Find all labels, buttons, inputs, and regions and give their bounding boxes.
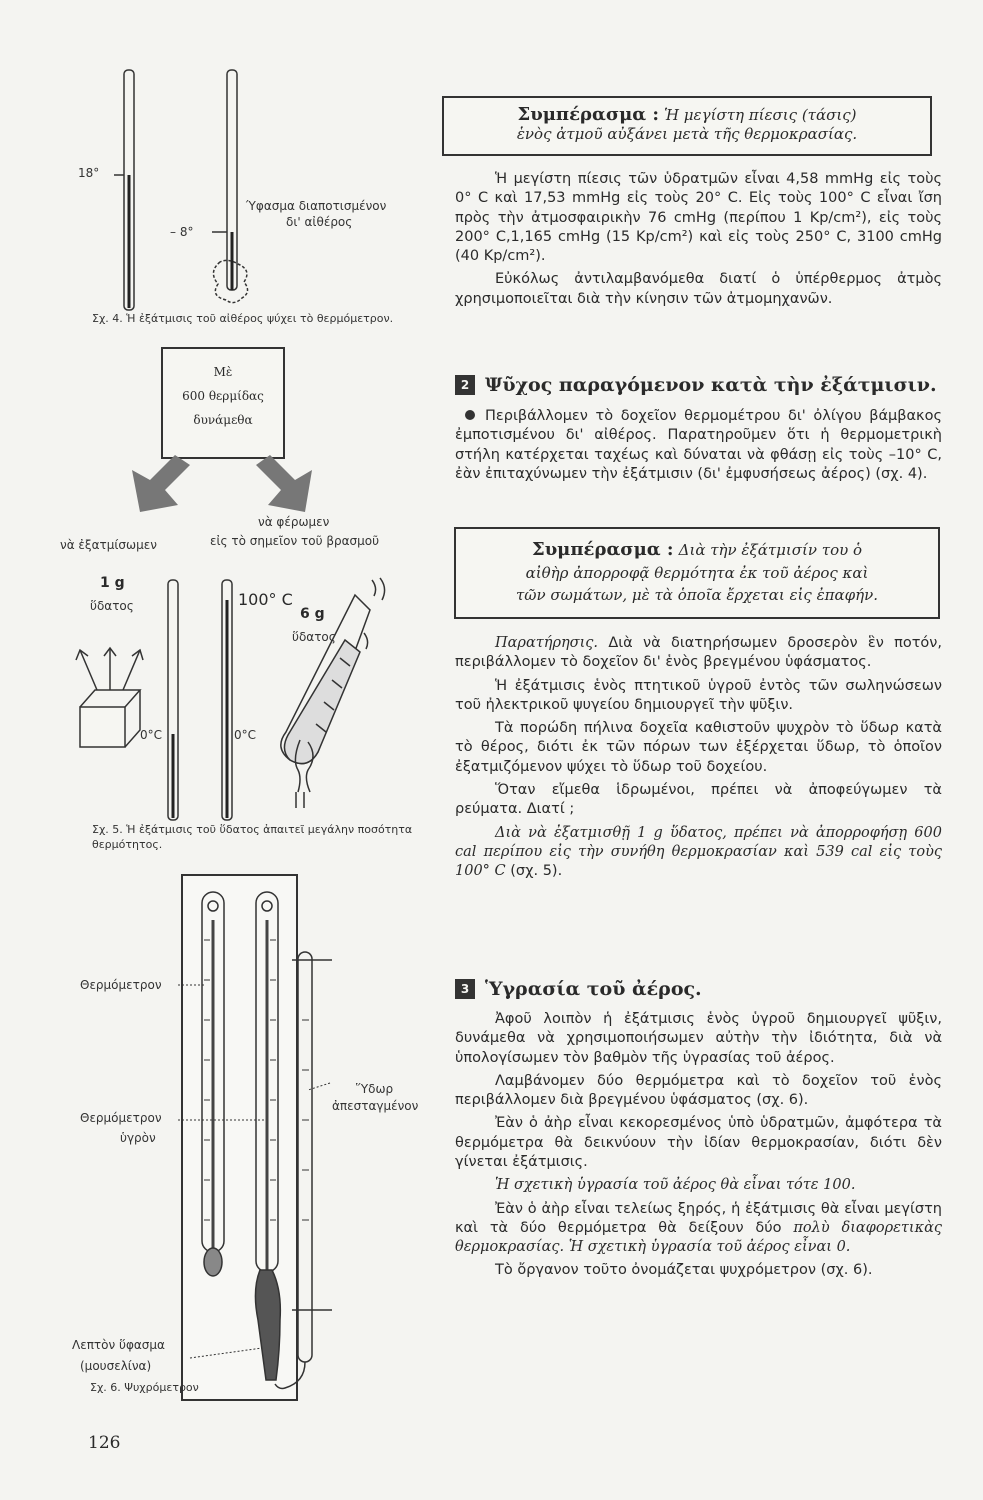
section1-text <box>455 170 942 313</box>
paragraph-remark <box>455 634 942 673</box>
fig4-thermometers <box>114 70 248 310</box>
conclusion-2-text-1: Διὰ τὴν ἐξάτμισίν του ὁ <box>678 541 863 559</box>
paragraph-two-thermometers: Λαμβάνομεν δύο θερμόμετρα καὶ τὸ δοχεῖον τοῦ ἑνὸς περιβάλλομεν διὰ βρεγμένου ὑφάσματος (σχ. 6). <box>455 1072 942 1109</box>
conclusion-2-title: Συμπέρασμα : <box>531 539 674 560</box>
paragraph-saturated: Ἐὰν ὁ ἀὴρ εἶναι κεκορεσμένος ὑπὸ ὑδρατμῶν, ἀμφότερα τὰ θερμόμετρα θὰ δεικνύουν τὴν ἰδίαν θερμοκρασίαν, διότι δὲν γίνεται ἐξάτμισις. <box>455 1115 942 1170</box>
section3-title: Ὑγρασία τοῦ ἀέρος. <box>485 978 702 1000</box>
fig6-thermo-wet-1: Θερμόμετρον <box>80 1111 162 1125</box>
fig5-caption: Σχ. 5. Ἡ ἐξάτμισις τοῦ ὕδατος ἀπαιτεῖ μεγάλην ποσότητα θερμότητος. <box>92 823 413 851</box>
paragraph-superheated: Εὐκόλως ἀντιλαμβανόμεθα διατί ὁ ὑπέρθερμος ἀτμὸς χρησιμοποιεῖται διὰ τὴν κίνησιν τῶν ἀτμομηχανῶν. <box>455 271 942 307</box>
paragraph-humidity-intro: Ἀφοῦ λοιπὸν ἡ ἐξάτμισις ἑνὸς ὑγροῦ δημιουργεῖ ψῦξιν, δυνάμεθα νὰ χρησιμοποιήσωμεν αὐτὴν τὴν ἰδιότητα, διὰ νὰ ὑπολογίσωμεν τὸν βαθμὸν τῆς ὑγρασίας τοῦ ἀέρος. <box>455 1011 942 1066</box>
fig5-apparatus <box>76 578 385 820</box>
dry-air-em: πολὺ διαφορετικὰς θερμοκρασίας. Ἡ σχετικὴ ὑγρασία τοῦ ἀέρος εἶναι 0. <box>455 1219 942 1256</box>
section2-heading <box>455 374 942 396</box>
fig4-label-fabric: Ύφασμα διαποτισμένον <box>246 199 387 213</box>
evaporation-heat-ref: (σχ. 5). <box>510 863 563 880</box>
fig6-fabric-2: (μουσελίνα) <box>80 1359 152 1373</box>
paragraph-sweat: Ὅταν εἴμεθα ἱδρωμένοι, πρέπει νὰ ἀποφεύγωμεν τὰ ρεύματα. Διατί ; <box>455 781 942 818</box>
fig6-thermo-wet-2: ὑγρὸν <box>120 1131 156 1145</box>
fig5-box-text <box>162 360 284 432</box>
fig6-psychrometer <box>178 875 332 1400</box>
paragraph-evaporation-heat <box>455 824 942 882</box>
paragraph-fridge: Ἡ ἐξάτμισις ἑνὸς πτητικοῦ ὑγροῦ ἐντὸς τῶν σωληνώσεων τοῦ ἠλεκτρικοῦ ψυγείου δημιουργεῖ τὴν ψῦξιν. <box>455 677 942 713</box>
fig4-label-ether: δι' αἰθέρος <box>286 215 353 229</box>
conclusion-2-text-2: αἰθὴρ ἀπορροφᾷ θερμότητα ἐκ τοῦ ἀέρος καὶ <box>525 564 869 583</box>
fig4-caption: Σχ. 4. Ἡ ἐξάτμισις τοῦ αἰθέρος ψύχει τὸ θερμόμετρον. <box>92 312 394 325</box>
section2-title: Ψῦχος παραγόμενον κατὰ τὴν ἐξάτμισιν. <box>485 374 937 396</box>
fig4-label-minus8: – 8° <box>170 225 194 239</box>
section3-text <box>455 1010 942 1285</box>
fig5-g1: 1 g <box>100 575 125 591</box>
conclusion-1-title: Συμπέρασμα : <box>517 104 660 125</box>
fig5-t0a: 0°C <box>140 728 163 742</box>
remark-label: Παρατήρησις. <box>495 635 598 651</box>
remark-text: Διὰ νὰ διατηρήσωμεν δροσερὸν ἓν ποτόν, περιβάλλομεν τὸ δοχεῖον δι' ἑνὸς βρεγμένου ὑφάσματος. <box>455 635 943 671</box>
section3-heading <box>455 978 942 1000</box>
fig5-box-line3: δυνάμεθα <box>193 413 253 427</box>
paragraph-ether-experiment <box>455 407 942 484</box>
fig5-water2: ὕδατος <box>292 630 336 644</box>
fig5-t100: 100° C <box>238 590 293 609</box>
fig6-caption: Σχ. 6. Ψυχρόμετρον <box>90 1381 199 1394</box>
section3-number: 3 <box>455 979 475 999</box>
fig6-thermo: Θερμόμετρον <box>80 978 162 992</box>
conclusion-box-2 <box>454 527 940 619</box>
section2-text <box>455 407 942 488</box>
paragraph-clay-pots: Τὰ πορώδη πήλινα δοχεῖα καθιστοῦν ψυχρὸν τὸ ὕδωρ κατὰ τὸ θέρος, διότι ἐκ τῶν πόρων των ἐξέρχεται ὕδωρ, τὸ ὁποῖον ἐξατμιζόμενον ψύχει τὸ ὕδωρ τοῦ δοχείου. <box>455 720 942 775</box>
fig5-box-line2: 600 θερμίδας <box>182 389 264 403</box>
paragraph-ether-text: Περιβάλλομεν τὸ δοχεῖον θερμομέτρου δι' ὀλίγου βάμβακος ἐμποτισμένου δι' αἰθέρος. Παρατηροῦμεν ὅτι ἡ θερμομετρικὴ στήλη κατέρχεται ταχέως καὶ δύναται νὰ φθάσῃ εἰς τοὺς –10° C, ἐὰν ἐπιταχύνωμεν τὴν ἐξάτμισιν (δι' ἐμφυσήσεως ἀέρος) (σχ. 4). <box>455 408 942 482</box>
fig5-t0b: 0°C <box>234 728 257 742</box>
paragraph-humidity-100: Ἡ σχετικὴ ὑγρασία τοῦ ἀέρος θὰ εἶναι τότε 100. <box>495 1177 856 1194</box>
fig5-left-label: νὰ ἐξατμίσωμεν <box>60 538 157 552</box>
conclusion-box-1 <box>442 96 932 156</box>
conclusion-1-text-1: Ἡ μεγίστη πίεσις (τάσις) <box>664 106 857 124</box>
conclusion-1-text-2: ἑνὸς ἀτμοῦ αὐξάνει μετὰ τῆς θερμοκρασίας. <box>516 125 858 143</box>
page-number: 126 <box>88 1433 121 1453</box>
fig5-water1: ὕδατος <box>90 599 134 613</box>
fig5-g6: 6 g <box>300 606 325 622</box>
fig5-right-label-2: εἰς τὸ σημεῖον τοῦ βρασμοῦ <box>210 534 380 548</box>
fig5-right-label-1: νὰ φέρωμεν <box>258 515 330 529</box>
bullet-icon <box>465 410 475 420</box>
evaporation-heat-em: Διὰ νὰ ἐξατμισθῇ 1 g ὕδατος, πρέπει νὰ ἀπορροφήσῃ 600 cal περίπου εἰς τὴν συνήθη θερμοκρασίαν καὶ 539 cal εἰς τοὺς 100° C <box>455 824 942 880</box>
paragraph-psychrometer: Τὸ ὄργανον τοῦτο ὀνομάζεται ψυχρόμετρον (σχ. 6). <box>495 1262 873 1279</box>
fig6-fabric-1: Λεπτὸν ὕφασμα <box>72 1338 165 1352</box>
fig6-water-1: Ὕδωρ <box>356 1082 394 1096</box>
section2-number: 2 <box>455 375 475 395</box>
section2-remarks <box>455 634 942 885</box>
fig5-box-line1: Μὲ <box>213 365 233 379</box>
fig6-water-2: ἀπεσταγμένον <box>332 1099 419 1113</box>
fig4-label-18: 18° <box>78 166 100 180</box>
dry-air-text: Ἐὰν ὁ ἀὴρ εἶναι τελείως ξηρός, ἡ ἐξάτμισις θὰ εἶναι μεγίστη καὶ τὰ δύο θερμόμετρα θὰ δείξουν δύο <box>455 1200 942 1236</box>
paragraph-pressure: Ἡ μεγίστη πίεσις τῶν ὑδρατμῶν εἶναι 4,58 mmHg εἰς τοὺς 0° C καὶ 17,53 mmHg εἰς τοὺς 20° C. Εἰς τοὺς 100° C εἶναι ἴση πρὸς τὴν ἀτμοσφαιρικὴν 76 cmHg (περίπου 1 Kp/cm²), εἰς τοὺς 200° C,1,165 cmHg (15 Kp/cm²) καὶ εἰς τοὺς 250° C, 3100 cmHg (40 Kp/cm²). <box>455 171 942 265</box>
conclusion-2-text-3: τῶν σωμάτων, μὲ τὰ ὁποῖα ἔρχεται εἰς ἐπαφήν. <box>515 585 878 604</box>
paragraph-dry-air <box>455 1200 942 1258</box>
